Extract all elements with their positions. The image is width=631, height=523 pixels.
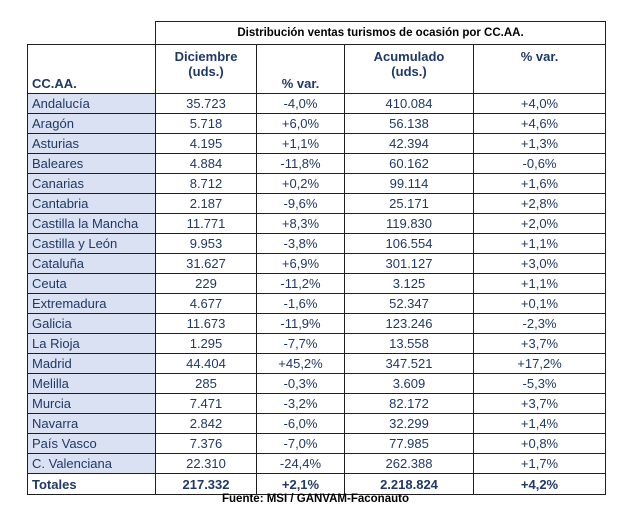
month-units-cell: 22.310 (156, 454, 257, 474)
header-month-line1: Diciembre (174, 49, 238, 64)
table-row (28, 454, 606, 474)
cum-units-cell: 262.388 (345, 454, 474, 474)
region-cell: Murcia (28, 394, 156, 414)
cum-units-cell: 347.521 (345, 354, 474, 374)
month-var-cell: -3,8% (257, 234, 345, 254)
month-var-cell: -7,7% (257, 334, 345, 354)
table-row (28, 194, 606, 214)
table-row (28, 394, 606, 414)
month-units-cell: 229 (156, 274, 257, 294)
cum-units-cell: 77.985 (345, 434, 474, 454)
region-cell: Galicia (28, 314, 156, 334)
month-units-cell: 4.677 (156, 294, 257, 314)
month-var-cell: -0,3% (257, 374, 345, 394)
total-month-var-cell: +2,1% (257, 474, 345, 495)
totals-row (28, 474, 606, 495)
cum-var-cell: +1,1% (474, 234, 606, 254)
cum-units-cell: 301.127 (345, 254, 474, 274)
cum-var-cell: +3,0% (474, 254, 606, 274)
cum-units-cell: 106.554 (345, 234, 474, 254)
month-units-cell: 4.195 (156, 134, 257, 154)
cum-var-cell: +4,6% (474, 114, 606, 134)
cum-var-cell: +4,0% (474, 94, 606, 114)
cum-var-cell: -5,3% (474, 374, 606, 394)
table-row (28, 374, 606, 394)
month-var-cell: +0,2% (257, 174, 345, 194)
cum-units-cell: 42.394 (345, 134, 474, 154)
month-units-cell: 285 (156, 374, 257, 394)
cum-units-cell: 3.125 (345, 274, 474, 294)
region-cell: Cantabria (28, 194, 156, 214)
region-cell: La Rioja (28, 334, 156, 354)
table-row (28, 314, 606, 334)
table-row (28, 174, 606, 194)
month-var-cell: +1,1% (257, 134, 345, 154)
month-units-cell: 7.471 (156, 394, 257, 414)
region-cell: Andalucía (28, 94, 156, 114)
month-var-cell: -1,6% (257, 294, 345, 314)
region-cell: Ceuta (28, 274, 156, 294)
cum-var-cell: +3,7% (474, 394, 606, 414)
month-units-cell: 2.842 (156, 414, 257, 434)
cum-units-cell: 25.171 (345, 194, 474, 214)
month-var-cell: -6,0% (257, 414, 345, 434)
table-row (28, 234, 606, 254)
month-var-cell: +6,9% (257, 254, 345, 274)
region-cell: Extremadura (28, 294, 156, 314)
region-cell: C. Valenciana (28, 454, 156, 474)
total-cum-units-cell: 2.218.824 (345, 474, 474, 495)
cum-units-cell: 56.138 (345, 114, 474, 134)
cum-units-cell: 119.830 (345, 214, 474, 234)
cum-units-cell: 3.609 (345, 374, 474, 394)
cum-var-cell: +1,4% (474, 414, 606, 434)
cum-units-cell: 82.172 (345, 394, 474, 414)
cum-var-cell: +1,1% (474, 274, 606, 294)
month-units-cell: 44.404 (156, 354, 257, 374)
region-cell: Canarias (28, 174, 156, 194)
table-row (28, 434, 606, 454)
source-note: Fuente: MSI / GANVAM-Faconauto (222, 493, 409, 505)
cum-var-cell: +3,7% (474, 334, 606, 354)
total-month-units-cell: 217.332 (156, 474, 257, 495)
month-var-cell: -11,9% (257, 314, 345, 334)
table-row (28, 334, 606, 354)
region-cell: Castilla la Mancha (28, 214, 156, 234)
month-var-cell: +6,0% (257, 114, 345, 134)
region-cell: Castilla y León (28, 234, 156, 254)
month-var-cell: -11,8% (257, 154, 345, 174)
table-row (28, 294, 606, 314)
region-cell: Navarra (28, 414, 156, 434)
month-units-cell: 8.712 (156, 174, 257, 194)
region-cell: Cataluña (28, 254, 156, 274)
cum-units-cell: 60.162 (345, 154, 474, 174)
month-units-cell: 4.884 (156, 154, 257, 174)
cum-units-cell: 52.347 (345, 294, 474, 314)
cum-var-cell: -0,6% (474, 154, 606, 174)
cum-var-cell: -2,3% (474, 314, 606, 334)
month-units-cell: 2.187 (156, 194, 257, 214)
region-cell: Baleares (28, 154, 156, 174)
month-var-cell: +45,2% (257, 354, 345, 374)
month-units-cell: 7.376 (156, 434, 257, 454)
month-units-cell: 1.295 (156, 334, 257, 354)
month-var-cell: -9,6% (257, 194, 345, 214)
table-row (28, 114, 606, 134)
cum-units-cell: 32.299 (345, 414, 474, 434)
header-cum-line2: (uds.) (391, 64, 427, 79)
table-row (28, 414, 606, 434)
month-units-cell: 5.718 (156, 114, 257, 134)
month-units-cell: 9.953 (156, 234, 257, 254)
header-row (28, 45, 606, 94)
table-row (28, 134, 606, 154)
region-cell: Asturias (28, 134, 156, 154)
table-row (28, 254, 606, 274)
table-title: Distribución ventas turismos de ocasión por CC.AA. (156, 22, 606, 45)
region-cell: Aragón (28, 114, 156, 134)
cum-var-cell: +1,7% (474, 454, 606, 474)
header-month-var: % var. (257, 45, 345, 94)
cum-units-cell: 13.558 (345, 334, 474, 354)
month-var-cell: -7,0% (257, 434, 345, 454)
region-cell: Melilla (28, 374, 156, 394)
cum-var-cell: +2,8% (474, 194, 606, 214)
header-month (156, 45, 257, 94)
cum-var-cell: +2,0% (474, 214, 606, 234)
header-cumulative (345, 45, 474, 94)
cum-units-cell: 410.084 (345, 94, 474, 114)
month-var-cell: +8,3% (257, 214, 345, 234)
cum-var-cell: +0,8% (474, 434, 606, 454)
region-cell: Madrid (28, 354, 156, 374)
total-region-cell: Totales (28, 474, 156, 495)
cum-units-cell: 99.114 (345, 174, 474, 194)
month-var-cell: -24,4% (257, 454, 345, 474)
cum-units-cell: 123.246 (345, 314, 474, 334)
region-cell: País Vasco (28, 434, 156, 454)
cum-var-cell: +1,3% (474, 134, 606, 154)
corner-cell (28, 22, 156, 45)
cum-var-cell: +0,1% (474, 294, 606, 314)
table-row (28, 354, 606, 374)
month-units-cell: 35.723 (156, 94, 257, 114)
month-var-cell: -3,2% (257, 394, 345, 414)
table-row (28, 214, 606, 234)
header-region: CC.AA. (28, 45, 156, 94)
month-units-cell: 11.673 (156, 314, 257, 334)
cum-var-cell: +17,2% (474, 354, 606, 374)
total-cum-var-cell: +4,2% (474, 474, 606, 495)
table-row (28, 154, 606, 174)
header-cum-var: % var. (474, 45, 606, 94)
month-units-cell: 11.771 (156, 214, 257, 234)
cum-var-cell: +1,6% (474, 174, 606, 194)
header-cum-line1: Acumulado (373, 49, 445, 64)
month-var-cell: -11,2% (257, 274, 345, 294)
sales-table (27, 21, 606, 495)
header-month-line2: (uds.) (188, 64, 224, 79)
month-units-cell: 31.627 (156, 254, 257, 274)
table-row (28, 274, 606, 294)
month-var-cell: -4,0% (257, 94, 345, 114)
table-row (28, 94, 606, 114)
